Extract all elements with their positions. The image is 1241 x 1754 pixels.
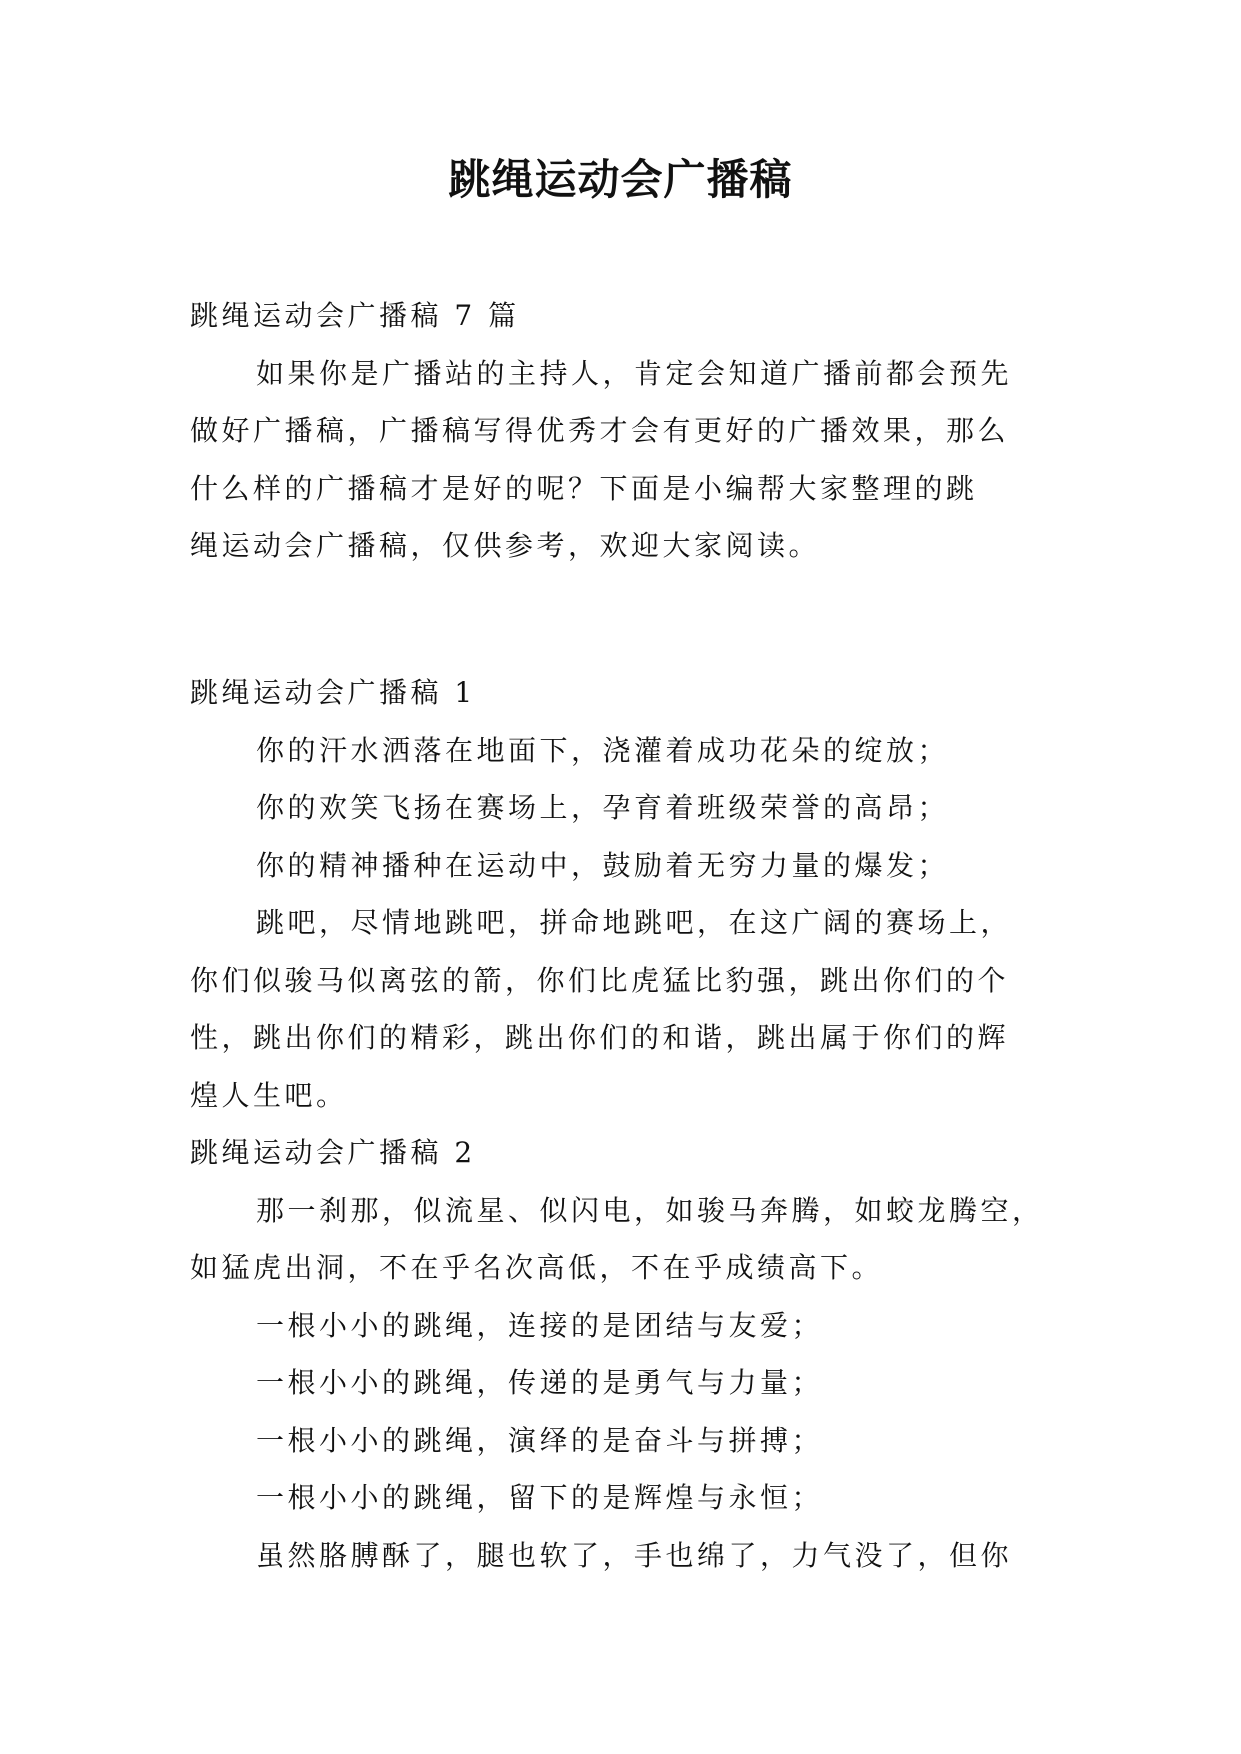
- paragraph-line-indented: 虽然胳膊酥了，腿也软了，手也绵了，力气没了，但你: [256, 1538, 1013, 1572]
- paragraph-line-indented: 如果你是广播站的主持人，肯定会知道广播前都会预先: [256, 356, 1013, 390]
- paragraph-line: 跳绳运动会广播稿 1: [190, 676, 476, 709]
- document-body: [190, 287, 1070, 1584]
- document-title: 跳绳运动会广播稿: [448, 155, 793, 204]
- paragraph-line-indented: 跳吧，尽情地跳吧，拼命地跳吧，在这广阔的赛场上，: [256, 906, 1013, 939]
- paragraph-line-indented: 一根小小的跳绳，传递的是勇气与力量；: [256, 1366, 824, 1399]
- paragraph-line: 绳运动会广播稿，仅供参考，欢迎大家阅读。: [190, 529, 821, 562]
- paragraph-line-indented: 那一刹那，似流星、似闪电，如骏马奔腾，如蛟龙腾空，: [256, 1193, 1044, 1227]
- paragraph-line-indented: 你的精神播种在运动中，鼓励着无穷力量的爆发；: [256, 848, 950, 882]
- paragraph-line-indented: 一根小小的跳绳，留下的是辉煌与永恒；: [256, 1481, 824, 1514]
- paragraph-line: 性，跳出你们的精彩，跳出你们的和谐，跳出属于你们的辉: [190, 1021, 1010, 1054]
- paragraph-line-indented: 一根小小的跳绳，演绎的是奋斗与拼搏；: [256, 1423, 824, 1457]
- paragraph-line: 煌人生吧。: [190, 1078, 348, 1112]
- paragraph-line-indented: 一根小小的跳绳，连接的是团结与友爱；: [256, 1308, 824, 1342]
- paragraph-line: 如猛虎出洞，不在乎名次高低，不在乎成绩高下。: [190, 1251, 884, 1284]
- paragraph-line: 跳绳运动会广播稿 7 篇: [190, 299, 520, 332]
- paragraph-line: 跳绳运动会广播稿 2: [190, 1136, 476, 1169]
- paragraph-line: 做好广播稿，广播稿写得优秀才会有更好的广播效果，那么: [190, 414, 1010, 447]
- paragraph-line-indented: 你的欢笑飞扬在赛场上，孕育着班级荣誉的高昂；: [256, 791, 950, 824]
- paragraph-line-indented: 你的汗水洒落在地面下，浇灌着成功花朵的绽放；: [256, 733, 950, 767]
- paragraph-line: 什么样的广播稿才是好的呢？下面是小编帮大家整理的跳: [190, 471, 978, 505]
- blank-line: [190, 591, 1070, 649]
- paragraph-line: 你们似骏马似离弦的箭，你们比虎猛比豹强，跳出你们的个: [190, 963, 1010, 997]
